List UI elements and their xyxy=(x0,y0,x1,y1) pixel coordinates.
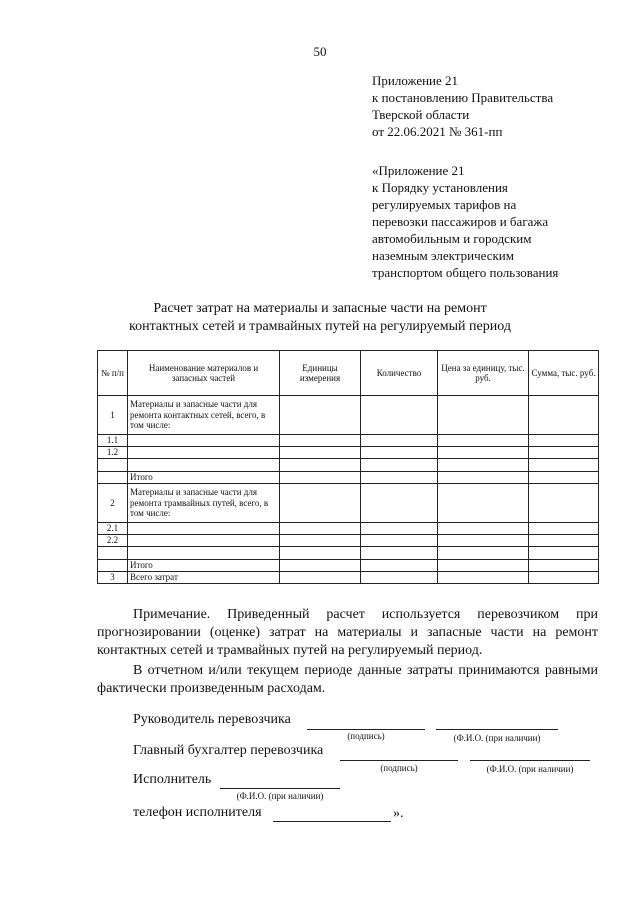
row-name: Итого xyxy=(128,472,280,484)
note-paragraph: Примечание. Приведенный расчет используется перевозчиком при прогнозировании (оценке) затрат на материалы и запасные части на ремонт контактных сетей и трамвайных путей на регулируемый период. xyxy=(97,607,598,658)
appendix-line: «Приложение 21 xyxy=(372,163,465,178)
row-price xyxy=(438,523,529,535)
appendix-line: наземным электрическим xyxy=(372,248,514,263)
appendix-header xyxy=(372,162,632,281)
phone-label: телефон исполнителя xyxy=(133,805,262,820)
header-line: Приложение 21 xyxy=(372,73,459,88)
row-sum xyxy=(529,535,599,547)
row-name: Всего затрат xyxy=(128,572,280,584)
table-row xyxy=(98,484,599,523)
row-quantity xyxy=(361,535,438,547)
row-price xyxy=(438,572,529,584)
row-price xyxy=(438,484,529,523)
table-row xyxy=(98,560,599,572)
row-sum xyxy=(529,484,599,523)
executor-fio-hint: (Ф.И.О. (при наличии) xyxy=(236,791,324,801)
row-quantity xyxy=(361,523,438,535)
row-name xyxy=(128,523,280,535)
row-sum xyxy=(529,523,599,535)
row-price xyxy=(438,447,529,459)
note-paragraph: В отчетном и/или текущем периоде данные затраты принимаются равными фактически произведенным расходам. xyxy=(97,663,598,696)
row-quantity xyxy=(361,560,438,572)
row-sum xyxy=(529,396,599,435)
table-header-row xyxy=(98,351,599,396)
row-unit xyxy=(280,535,361,547)
row-price xyxy=(438,396,529,435)
row-name: Материалы и запасные части для ремонта контактных сетей, всего, в том числе: xyxy=(128,396,280,435)
row-quantity xyxy=(361,447,438,459)
appendix-line: к Порядку установления xyxy=(372,180,508,195)
appendix-line: автомобильным и городским xyxy=(372,231,532,246)
column-header-quantity: Количество xyxy=(361,351,438,396)
row-sum xyxy=(529,472,599,484)
executor-label: Исполнитель xyxy=(133,772,212,787)
row-quantity xyxy=(361,472,438,484)
header-line: от 22.06.2021 № 361-пп xyxy=(372,124,503,139)
row-unit xyxy=(280,396,361,435)
row-price xyxy=(438,435,529,447)
row-unit xyxy=(280,447,361,459)
executor-fio-line[interactable] xyxy=(220,788,340,789)
table-row xyxy=(98,472,599,484)
row-number: 3 xyxy=(98,572,128,584)
accountant-signature-line[interactable] xyxy=(340,760,458,761)
row-number xyxy=(98,547,128,560)
table-row xyxy=(98,459,599,472)
appendix-line: транспортом общего пользования xyxy=(372,265,559,280)
row-number xyxy=(98,560,128,572)
column-header-sum: Сумма, тыс. руб. xyxy=(529,351,599,396)
row-quantity xyxy=(361,572,438,584)
row-number xyxy=(98,472,128,484)
row-unit xyxy=(280,560,361,572)
accountant-signature-hint: (подпись) xyxy=(380,763,418,773)
table-row xyxy=(98,572,599,584)
head-signature-hint: (подпись) xyxy=(347,731,385,741)
row-sum xyxy=(529,447,599,459)
column-header-name: Наименование материалов и запасных частей xyxy=(128,351,280,396)
column-header-price: Цена за единицу, тыс. руб. xyxy=(438,351,529,396)
table-row xyxy=(98,435,599,447)
row-price xyxy=(438,560,529,572)
row-sum xyxy=(529,435,599,447)
header-line: к постановлению Правительства xyxy=(372,90,554,105)
row-price xyxy=(438,547,529,560)
accountant-fio-hint: (Ф.И.О. (при наличии) xyxy=(486,764,574,774)
row-unit xyxy=(280,484,361,523)
row-unit xyxy=(280,547,361,560)
row-name xyxy=(128,447,280,459)
head-fio-hint: (Ф.И.О. (при наличии) xyxy=(453,733,541,743)
row-name: Итого xyxy=(128,560,280,572)
phone-line[interactable] xyxy=(273,821,391,822)
column-header-unit: Единицы измерения xyxy=(280,351,361,396)
head-signature-line[interactable] xyxy=(307,729,425,730)
page-number: 50 xyxy=(313,44,327,59)
row-sum xyxy=(529,560,599,572)
row-name xyxy=(128,459,280,472)
row-price xyxy=(438,535,529,547)
row-quantity xyxy=(361,396,438,435)
row-number: 2 xyxy=(98,484,128,523)
row-quantity xyxy=(361,435,438,447)
column-header-number: № п/п xyxy=(98,351,128,396)
row-name xyxy=(128,547,280,560)
table-row xyxy=(98,523,599,535)
accountant-fio-line[interactable] xyxy=(470,760,590,761)
row-name xyxy=(128,435,280,447)
row-name: Материалы и запасные части для ремонта трамвайных путей, всего, в том числе: xyxy=(128,484,280,523)
row-price xyxy=(438,472,529,484)
row-sum xyxy=(529,572,599,584)
row-price xyxy=(438,459,529,472)
appendix-line: регулируемых тарифов на xyxy=(372,197,517,212)
row-sum xyxy=(529,547,599,560)
row-quantity xyxy=(361,484,438,523)
cost-table xyxy=(97,350,599,584)
table-row xyxy=(98,396,599,435)
appendix-line: перевозки пассажиров и багажа xyxy=(372,214,549,229)
row-sum xyxy=(529,459,599,472)
header-line: Тверской области xyxy=(372,107,470,122)
title-line: контактных сетей и трамвайных путей на регулируемый период xyxy=(129,319,511,334)
row-unit xyxy=(280,459,361,472)
row-number: 1 xyxy=(98,396,128,435)
row-name xyxy=(128,535,280,547)
note-section xyxy=(97,606,598,698)
document-title xyxy=(60,300,580,336)
phone-closing-quote: ». xyxy=(393,806,404,821)
accountant-signature-label: Главный бухгалтер перевозчика xyxy=(133,743,324,758)
row-number xyxy=(98,459,128,472)
table-row xyxy=(98,547,599,560)
row-quantity xyxy=(361,547,438,560)
row-unit xyxy=(280,472,361,484)
row-quantity xyxy=(361,459,438,472)
head-fio-line[interactable] xyxy=(436,729,558,730)
head-signature-label: Руководитель перевозчика xyxy=(133,712,291,727)
row-number: 1.2 xyxy=(98,447,128,459)
resolution-header xyxy=(372,72,632,140)
row-number: 1.1 xyxy=(98,435,128,447)
row-unit xyxy=(280,435,361,447)
row-number: 2.2 xyxy=(98,535,128,547)
table-row xyxy=(98,447,599,459)
table-row xyxy=(98,535,599,547)
row-unit xyxy=(280,572,361,584)
row-unit xyxy=(280,523,361,535)
row-number: 2.1 xyxy=(98,523,128,535)
title-line: Расчет затрат на материалы и запасные части на ремонт xyxy=(153,301,487,316)
